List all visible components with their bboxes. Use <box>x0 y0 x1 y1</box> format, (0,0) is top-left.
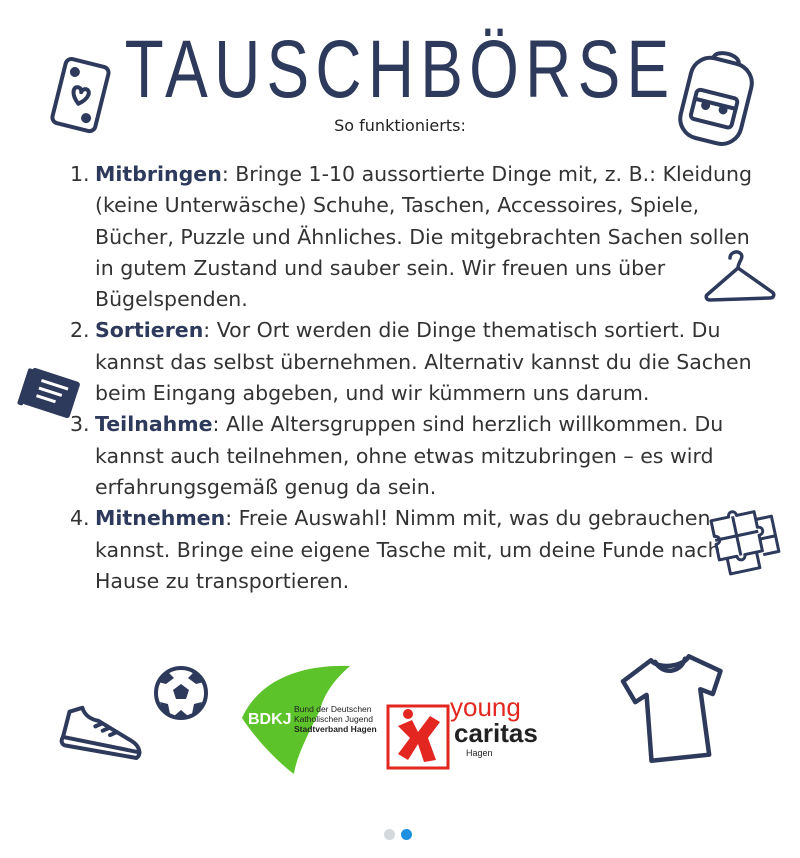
young-caritas-logo <box>384 682 566 774</box>
page-title: TAUSCHBÖRSE <box>124 24 676 115</box>
caritas-young: young <box>450 692 521 722</box>
subtitle: So funktionierts: <box>334 116 466 135</box>
step-label: Sortieren <box>95 318 204 343</box>
step-number: 2. <box>70 318 90 343</box>
step-item <box>70 315 760 409</box>
step-text: : Freie Auswahl! Nimm mit, was du gebrauchen kannst. Bringe eine eigene Tasche mit, um deine Funde nach Hause zu transportieren. <box>95 506 721 593</box>
step-item <box>70 159 760 315</box>
caritas-city: Hagen <box>466 748 493 758</box>
bdkj-line1: Bund der Deutschen <box>294 704 372 714</box>
caritas-name: caritas <box>454 718 538 748</box>
step-item <box>70 409 760 503</box>
backpack-icon <box>668 42 766 152</box>
carousel-dot-active[interactable] <box>401 829 412 840</box>
soccer-ball-icon <box>152 664 210 722</box>
book-icon <box>14 362 88 424</box>
steps-list <box>70 159 760 597</box>
puzzle-icon <box>704 502 788 580</box>
step-label: Mitnehmen <box>95 506 226 531</box>
step-item <box>70 503 760 597</box>
bdkj-line2: Katholischen Jugend <box>294 714 373 724</box>
step-label: Mitbringen <box>95 162 222 186</box>
step-text: : Vor Ort werden die Dinge thematisch sortiert. Du kannst das selbst übernehmen. Alternativ kannst du die Sachen beim Eingang abgeben, und wir kümmern uns darum. <box>95 318 752 406</box>
hanger-icon <box>700 248 780 306</box>
bdkj-logo <box>238 662 378 776</box>
step-label: Teilnahme <box>95 412 213 437</box>
step-text: : Bringe 1-10 aussortierte Dinge mit, z. B.: Kleidung (keine Unterwäsche) Schuhe, Taschen, Accessoires, Spiele, Bücher, Puzzle und Ähnliches. Die mitgebrachten Sachen sollen in gutem Zustand und sauber sein. Wir freuen uns über Bügelspenden. <box>95 162 753 312</box>
carousel-dots <box>384 825 418 844</box>
step-number: 4. <box>70 506 90 531</box>
step-text: : Alle Altersgruppen sind herzlich willkommen. Du kannst auch teilnehmen, ohne etwas mitzubringen – es wird erfahrungsgemäß genug da sein. <box>95 412 724 499</box>
step-number: 1. <box>70 162 90 186</box>
step-number: 3. <box>70 412 90 437</box>
bdkj-mark: BDKJ <box>248 711 292 728</box>
tshirt-icon <box>616 646 734 768</box>
bdkj-line3: Stadtverband Hagen <box>294 724 377 734</box>
carousel-dot[interactable] <box>384 829 395 840</box>
sneaker-icon <box>56 700 152 770</box>
playing-card-icon <box>40 52 120 142</box>
